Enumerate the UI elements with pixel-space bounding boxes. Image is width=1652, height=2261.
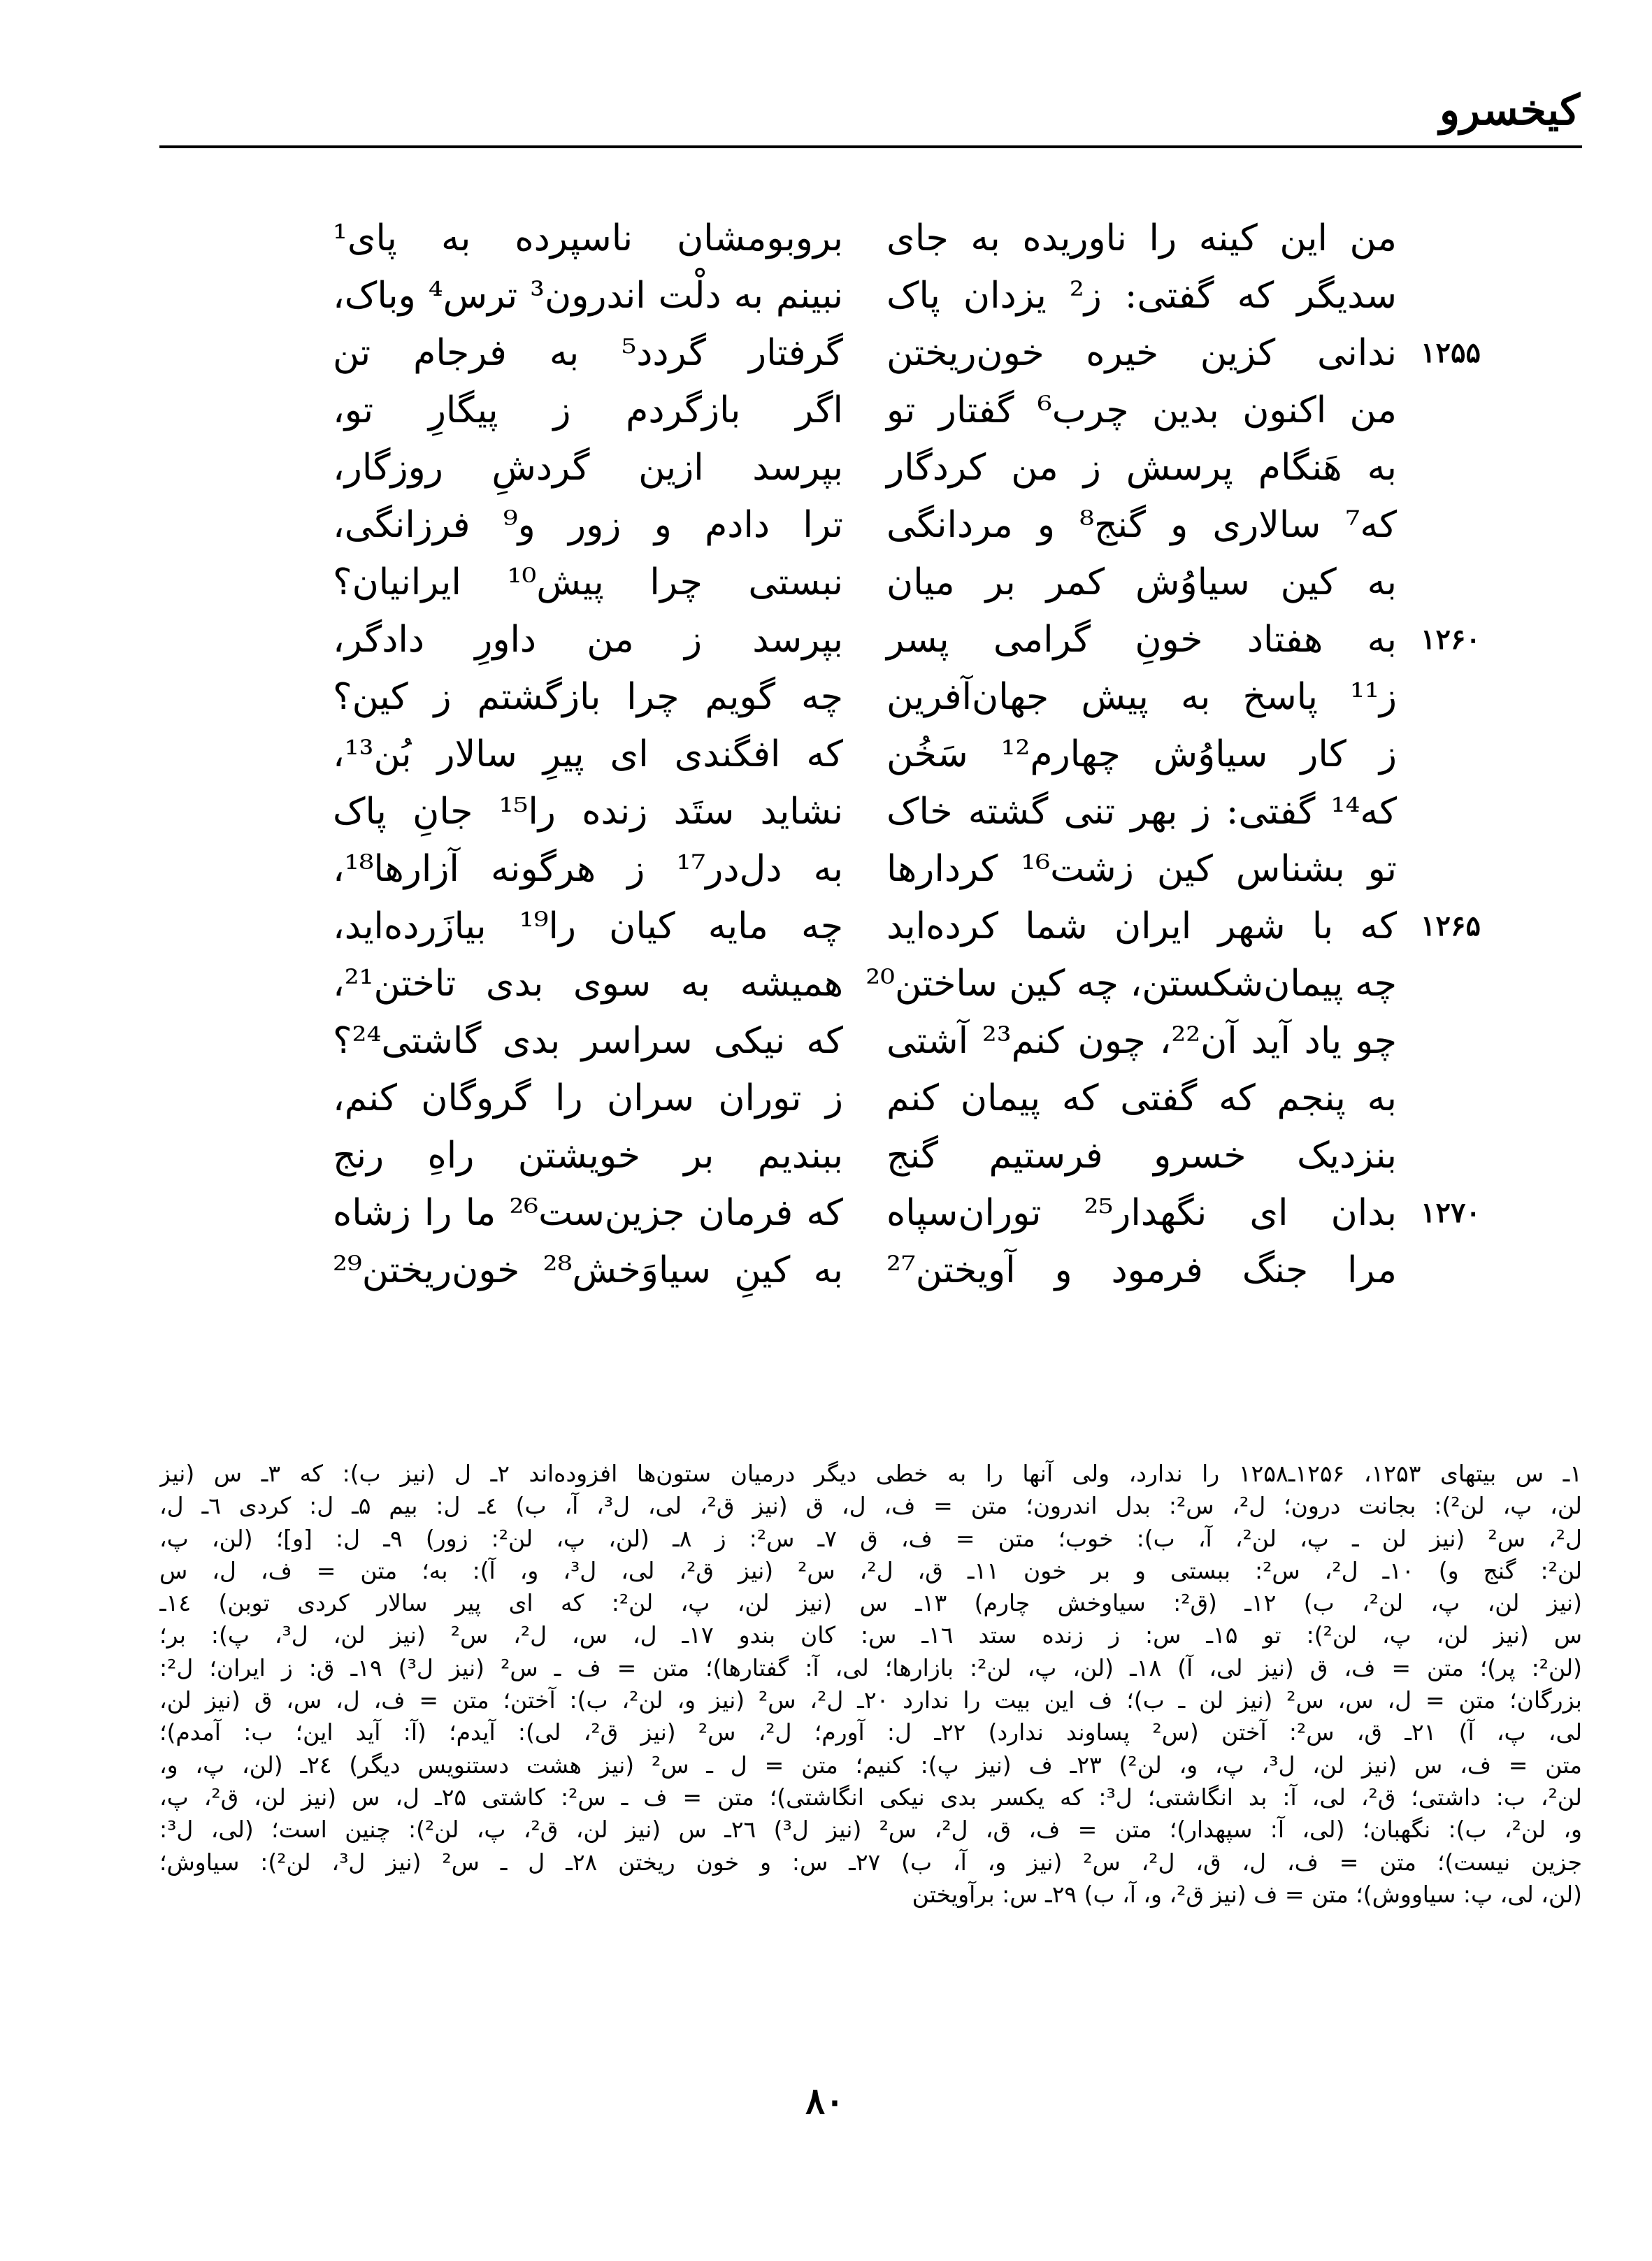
verse-first-hemistich: به کین سیاوُش کمر بر میان xyxy=(886,561,1397,603)
verse-first-hemistich: تو بشناس کین زشت¹⁶ کردارها xyxy=(886,848,1397,890)
verse-second-hemistich: که فرمان جزین‌ست²⁶ ما را زشاه xyxy=(333,1192,843,1234)
verse-row xyxy=(0,783,1652,840)
verse-first-hemistich: به هفتاد خونِ گرامی پسر xyxy=(886,619,1397,661)
verse-row xyxy=(0,496,1652,554)
footnote-line: لی، پ، آ) ۲۱ـ ق، س²: آختن (س² پساوند ندارد) ۲۲ـ ل: آورم؛ ل²، س² (نیز ق²، لی): آیدم؛ (آ: آید این؛ ب: آمدم)؛ xyxy=(159,1718,1582,1746)
verse-second-hemistich: اگر بازگردم ز پیگارِ تو، xyxy=(333,389,843,431)
verse-row xyxy=(0,668,1652,726)
verse-row xyxy=(0,324,1652,382)
verse-first-hemistich: به پنجم که گفتی که پیمان کنم xyxy=(886,1077,1397,1119)
verse-row xyxy=(0,1012,1652,1070)
verse-first-hemistich: من اکنون بدین چرب⁶ گفتار تو xyxy=(886,389,1397,431)
verse-row xyxy=(0,1242,1652,1299)
verse-second-hemistich: نبینم به دلْت اندرون³ ترس⁴ وباک، xyxy=(333,275,844,317)
footnote-line: ل²، س² (نیز لن ـ پ، لن²، آ، ب): خوب؛ متن = ف، ق ۷ـ س²: ز ۸ـ (لن، پ، لن²: زور) ۹ـ ل: [و]؛ (لن، پ، xyxy=(159,1524,1582,1552)
verse-second-hemistich: همیشه به سوی بدی تاختن²¹، xyxy=(333,963,843,1005)
page-header-title: کیخسرو xyxy=(1439,86,1580,135)
verse-first-hemistich: که⁷ سالاری و گنج⁸ و مردانگی xyxy=(886,504,1397,546)
verse-row xyxy=(0,1184,1652,1242)
verse-first-hemistich: من این کینه را ناوریده به جای xyxy=(886,217,1397,259)
verse-second-hemistich: ز توران سران را گروگان کنم، xyxy=(333,1077,843,1119)
footnotes-apparatus xyxy=(159,1458,1582,1911)
verse-row xyxy=(0,726,1652,783)
verse-first-hemistich: ز کار سیاوُش چهارم¹² سَخُن xyxy=(886,733,1397,775)
verse-first-hemistich: مرا جنگ فرمود و آویختن²⁷ xyxy=(886,1249,1397,1291)
footnote-line: لن²: گنج و) ۱۰ـ ل²، س²: ببستی و بر خون ۱۱ـ ق، ل²، س² (نیز ق²، لی، ل³، و، آ): به؛ متن = ف، ل، س xyxy=(159,1556,1582,1584)
footnote-line: بزرگان؛ متن = ل، س، س² (نیز لن ـ ب)؛ ف این بیت را ندارد ۲۰ـ ل²، س² (نیز و، لن²، ب): آختن؛ متن = ف، ل، س، ق (نیز لن، xyxy=(159,1686,1582,1714)
footnote-line: س (نیز لن، پ، لن²): تو ۱۵ـ س: ز زنده ستد ۱٦ـ س: کان بندو ۱۷ـ ل، س، ل²، س² (نیز لن، ل³، پ): بر؛ xyxy=(159,1621,1582,1649)
footnote-line: (نیز لن، پ، لن²، ب) ۱۲ـ (ق²: سیاوخش چارم) ۱۳ـ س (نیز لن، پ، لن²: که ای پیر سالار کردی توبن) ۱٤ـ xyxy=(159,1589,1582,1617)
verse-first-hemistich: که با شهر ایران شما کرده‌اید xyxy=(886,905,1397,947)
verse-second-hemistich: نشاید ستَد زنده را¹⁵ جانِ پاک xyxy=(333,791,843,833)
verse-number: ۱۲۷۰ xyxy=(1421,1196,1481,1229)
verse-second-hemistich: چه گویم چرا بازگشتم ز کین؟ xyxy=(333,676,843,718)
verse-second-hemistich: ببندیم بر خویشتن راهِ رنج xyxy=(333,1135,843,1177)
page-number: ۸۰ xyxy=(805,2080,845,2123)
verse-row xyxy=(0,267,1652,324)
verse-row xyxy=(0,1127,1652,1184)
verse-row xyxy=(0,382,1652,439)
verse-first-hemistich: چو یاد آید آن²²، چون کنم²³ آشتی xyxy=(886,1020,1398,1062)
footnote-line: لن²، ب: داشتی؛ ق²، لی، آ: بد انگاشتی؛ ل³: که یکسر بدی نیکی انگاشتی)؛ متن = ف ـ س²: کاشتی ۲۵ـ ل، س (نیز لن، ق²، پ، xyxy=(159,1783,1582,1811)
verse-row xyxy=(0,840,1652,898)
footnote-line: جزین نیست)؛ متن = ف، ل، ق، ل²، س² (نیز و، آ، ب) ۲۷ـ س: و خون ریختن ۲۸ـ ل ـ س² (نیز ل³، لن²): سیاوش؛ xyxy=(159,1848,1582,1876)
verse-second-hemistich: چه مایه کیان را¹⁹ بیازَرده‌اید، xyxy=(333,905,843,947)
verse-second-hemistich: به کینِ سیاوَخش²⁸ خون‌ریختن²⁹ xyxy=(333,1249,843,1291)
verse-first-hemistich: به هَنگام پرسش ز من کردگار xyxy=(886,447,1397,489)
verse-row xyxy=(0,554,1652,611)
verse-row xyxy=(0,210,1652,267)
verse-row xyxy=(0,439,1652,496)
verse-second-hemistich: نبستی چرا پیش¹⁰ ایرانیان؟ xyxy=(333,561,843,603)
verse-first-hemistich: چه پیمان‌شکستن، چه کین ساختن²⁰ xyxy=(865,963,1397,1005)
footnote-line: و، لن²، ب): نگهبان؛ (لی، آ: سپهدار)؛ متن = ف، ق، ل²، س² (نیز ل³) ۲٦ـ س (نیز لن، ق²، پ، لن²): چنین است؛ (لی، ل³: xyxy=(159,1816,1582,1844)
verse-second-hemistich: که نیکی سراسر بدی گاشتی²⁴؟ xyxy=(333,1020,843,1062)
verse-row xyxy=(0,1070,1652,1127)
verse-second-hemistich: ترا دادم و زور و⁹ فرزانگی، xyxy=(333,504,843,546)
verse-second-hemistich: به دل‌در¹⁷ ز هرگونه آزارها¹⁸، xyxy=(333,848,843,890)
verse-first-hemistich: بنزدیک خسرو فرستیم گنج xyxy=(886,1135,1397,1177)
verse-first-hemistich: بدان ای نگهدار²⁵ توران‌سپاه xyxy=(886,1192,1397,1234)
verse-second-hemistich: که افگندی ای پیرِ سالار بُن¹³، xyxy=(333,733,843,775)
verse-number: ۱۲۶۰ xyxy=(1421,623,1481,656)
footnote-line: لن، پ، لن²): بجانت درون؛ ل²، س²: بدل اندرون؛ متن = ف، ل، ق (نیز ق²، لی، ل³، آ، ب) ٤ـ ل: بیم ۵ـ ل: کردی ٦ـ ل، xyxy=(159,1492,1582,1520)
footnote-line: (لن، لی، پ: سیاووش)؛ متن = ف (نیز ق²، و، آ، ب) ۲۹ـ س: برآویختن xyxy=(912,1880,1582,1908)
verse-second-hemistich: بپرسد ازین گردشِ روزگار، xyxy=(333,447,843,489)
verse-second-hemistich: گرفتار گردد⁵ به فرجام تن xyxy=(333,332,843,374)
verse-first-hemistich: که¹⁴ گفتی: ز بهر تنی گشته خاک xyxy=(886,791,1397,833)
verse-row xyxy=(0,611,1652,668)
verse-second-hemistich: بروبومشان ناسپرده به پای¹ xyxy=(333,217,843,259)
footnote-line: متن = ف، س (نیز لن، ل³، پ، و، لن²) ۲۳ـ ف (نیز پ): کنیم؛ متن = ل ـ س² (نیز هشت دستنویس دیگر) ۲٤ـ (لن، پ، و، xyxy=(159,1751,1582,1779)
verse-second-hemistich: بپرسد ز من داورِ دادگر، xyxy=(333,619,843,661)
verse-row xyxy=(0,955,1652,1012)
header-divider xyxy=(159,145,1582,148)
verse-first-hemistich: ندانی کزین خیره خون‌ریختن xyxy=(886,332,1397,374)
footnote-line: ۱ـ س بیتهای ۱۲۵۳، ۱۲۵۶ـ۱۲۵۸ را ندارد، ولی آنها را به خطی دیگر درمیان ستون‌ها افزوده‌اند ۲ـ ل (نیز ب): که ۳ـ س (نیز xyxy=(159,1460,1582,1487)
verse-number: ۱۲۶۵ xyxy=(1421,910,1481,942)
verse-first-hemistich: ز¹¹ پاسخ به پیش جهان‌آفرین xyxy=(886,676,1397,718)
verse-row xyxy=(0,898,1652,955)
footnote-line: (لن²: پر)؛ متن = ف، ق (نیز لی، آ) ۱۸ـ (لن، پ، لن²: بازارها؛ لی، آ: گفتارها)؛ متن = ف ـ س² (نیز ل³) ۱۹ـ ق: ز ایران؛ ل²: xyxy=(159,1653,1582,1681)
verse-number: ۱۲۵۵ xyxy=(1421,336,1481,369)
verse-first-hemistich: سدیگر که گفتی: ز² یزدان پاک xyxy=(886,275,1397,317)
